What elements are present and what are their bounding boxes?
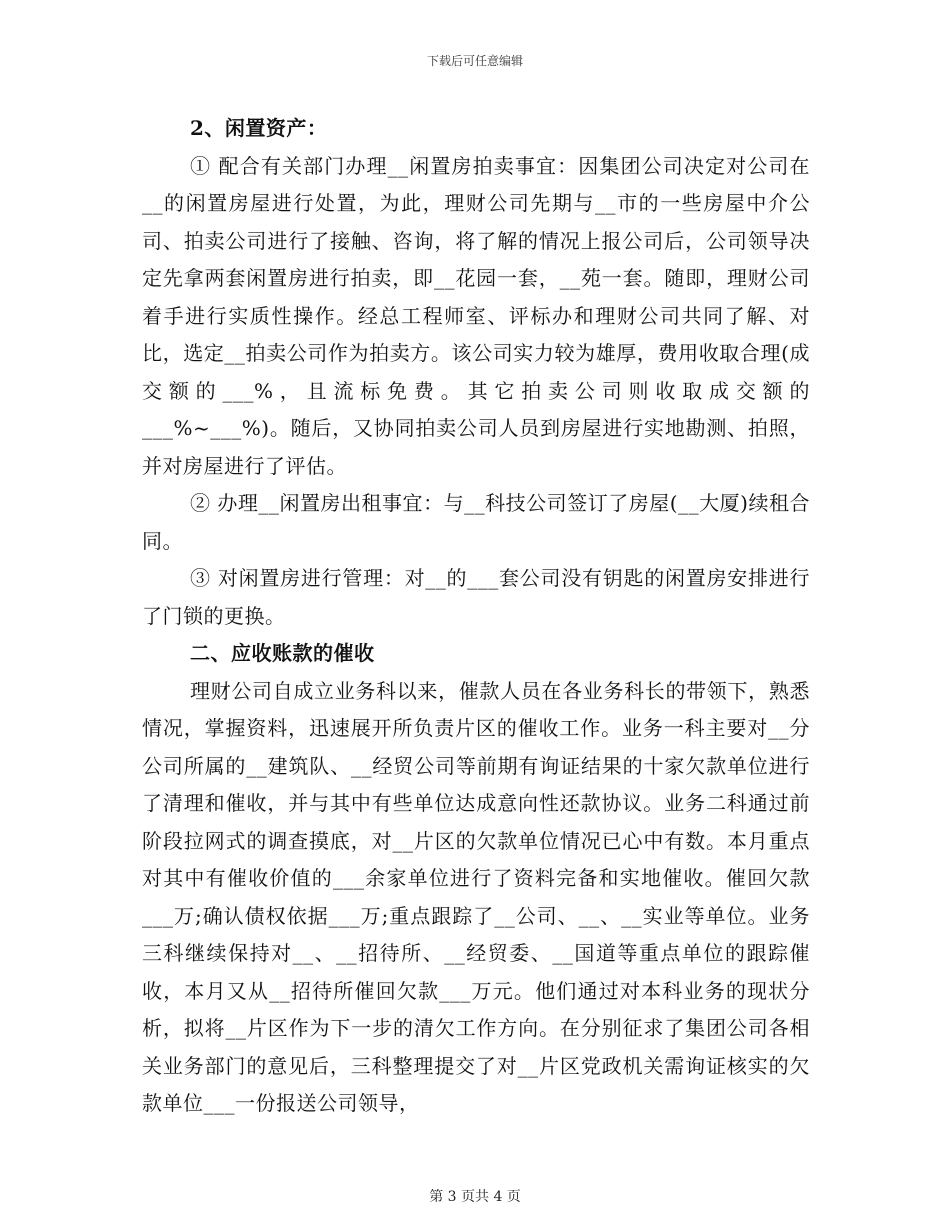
page-footer: 第 3 页共 4 页 (429, 1189, 521, 1205)
paragraph-auction: ① 配合有关部门办理__闲置房拍卖事宜：因集团公司决定对公司在__的闲置房屋进行处置，为此，理财公司先期与__市的一些房屋中介公司、拍卖公司进行了接触、咨询，将了解的情况上报公司后，公司领导决定先拿两套闲置房进行拍卖，即__花园一套，__苑一套。随即，理财公司着手进行实质性操作。经总工程师室、评标办和理财公司共同了解、对比，选定__拍卖公司作为拍卖方。该公司实力较为雄厚，费用收取合理(成交额的___%，且流标免费。其它拍卖公司则收取成交额的___%~___%)。随后，又协同拍卖公司人员到房屋进行实地勘测、拍照，并对房屋进行了评估。 (142, 153, 810, 478)
paragraph-management: ③ 对闲置房进行管理：对__的___套公司没有钥匙的闲置房安排进行了门锁的更换。 (142, 566, 810, 628)
section-heading-receivables: 二、应收账款的催收 (190, 641, 375, 665)
section-heading-idle-assets: 2、闲置资产： (190, 116, 328, 140)
paragraph-rental: ② 办理__闲置房出租事宜：与__科技公司签订了房屋(__大厦)续租合同。 (142, 491, 810, 553)
document-body (142, 110, 810, 1123)
page-header: 下载后可任意编辑 (426, 54, 523, 68)
paragraph-collection: 理财公司自成立业务科以来，催款人员在各业务科长的带领下，熟悉情况，掌握资料，迅速展开所负责片区的催收工作。业务一科主要对__分公司所属的__建筑队、__经贸公司等前期有询证结果的十家欠款单位进行了清理和催收，并与其中有些单位达成意向性还款协议。业务二科通过前阶段拉网式的调查摸底，对__片区的欠款单位情况已心中有数。本月重点对其中有催收价值的___余家单位进行了资料完备和实地催收。催回欠款___万;确认债权依据___万;重点跟踪了__公司、__、__实业等单位。业务三科继续保持对__、__招待所、__经贸委、__国道等重点单位的跟踪催收，本月又从__招待所催回欠款___万元。他们通过对本科业务的现状分析，拟将__片区作为下一步的清欠工作方向。在分别征求了集团公司各相关业务部门的意见后，三科整理提交了对__片区党政机关需询证核实的欠款单位___一份报送公司领导， (142, 678, 810, 1115)
